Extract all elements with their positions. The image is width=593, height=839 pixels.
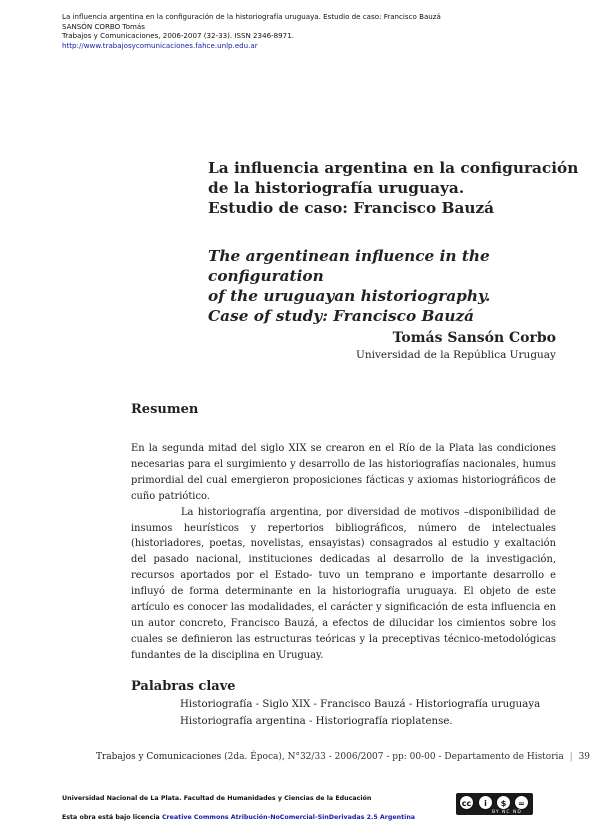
document-header	[62, 12, 441, 50]
license-prefix: Esta obra está bajo licencia	[62, 814, 160, 821]
header-citation: Trabajos y Comunicaciones, 2006-2007 (32-33). ISSN 2346-8971.	[62, 31, 294, 40]
resumen-heading: Resumen	[131, 402, 199, 417]
title-spanish	[208, 158, 578, 218]
license-footer	[62, 814, 415, 821]
keywords-list	[180, 697, 540, 730]
page-number: 39	[578, 752, 591, 762]
cc-icon: cc	[459, 795, 474, 810]
noderivatives-icon: =	[514, 795, 529, 810]
title-english	[208, 246, 593, 326]
keywords-line: Historiografía - Siglo XIX - Francisco Bauzá - Historiografía uruguaya	[180, 699, 541, 710]
title-en-line: Case of study: Francisco Bauzá	[208, 307, 475, 325]
header-author: SANSÓN CORBO Tomás	[62, 21, 145, 31]
university-footer: Universidad Nacional de La Plata. Facultad de Humanidades y Ciencias de la Educación	[62, 795, 372, 802]
keywords-line: Historiografía argentina - Historiografía rioplatense.	[180, 715, 453, 727]
attribution-icon: i	[478, 795, 493, 810]
journal-details: (2da. Época), N°32/33 - 2006/2007 - pp: 00-00 - Departamento de Historia	[224, 752, 564, 762]
keywords-heading: Palabras clave	[131, 679, 236, 694]
creative-commons-badge[interactable]	[456, 793, 533, 815]
title-es-line: Estudio de caso: Francisco Bauzá	[208, 199, 495, 217]
license-link[interactable]: Creative Commons Atribución-NoComercial-SinDerivadas 2.5 Argentina	[161, 814, 416, 821]
title-en-line: of the uruguayan historiography.	[208, 287, 491, 305]
abstract-body	[131, 441, 556, 664]
title-es-line: La influencia argentina en la configuración	[208, 159, 579, 177]
author-name: Tomás Sansón Corbo	[392, 330, 556, 346]
journal-footer	[96, 752, 591, 762]
noncommercial-icon: $	[496, 795, 511, 810]
cc-badge-text: BY NC ND	[492, 810, 522, 815]
title-en-line: The argentinean influence in the configuration	[208, 247, 490, 285]
title-es-line: de la historiografía uruguaya.	[208, 179, 465, 197]
author-affiliation: Universidad de la República Uruguay	[356, 349, 556, 361]
abstract-paragraph: La historiografía argentina, por diversidad de motivos –disponibilidad de insumos heurísticos y repertorios bibliográficos, número de intelectuales (historiadores, poetas, novelistas, ensayistas) consagrados al estudio y exaltación del pasado nacional, instituciones dedicadas al desarrollo de la investigación, recursos aportados por el Estado- tuvo un temprano e importante desarrollo e influyó de forma determinante en la historiografía uruguaya. El objeto de este artículo es conocer las modalidades, el carácter y significación de esta influencia en un autor concreto, Francisco Bauzá, a efectos de dilucidar los cimientos sobre los cuales se definieron las estructuras teóricas y la preceptivas técnico-metodológicas fundantes de la disciplina en Uruguay.	[131, 506, 556, 661]
header-title: La influencia argentina en la configuración de la historiografía uruguaya. Estudio de caso: Francisco Bauzá	[62, 12, 441, 21]
journal-name: Trabajos y Comunicaciones	[96, 752, 222, 762]
abstract-paragraph: En la segunda mitad del siglo XIX se crearon en el Río de la Plata las condiciones necesarias para el surgimiento y desarrollo de las historiografías nacionales, humus primordial del cual emergieron proposiciones fácticas y axiomas historiográficos de cuño patriótico.	[131, 443, 556, 502]
header-url-link[interactable]: http://www.trabajosycomunicaciones.fahce.unlp.edu.ar	[62, 40, 258, 50]
separator: |	[569, 752, 573, 762]
